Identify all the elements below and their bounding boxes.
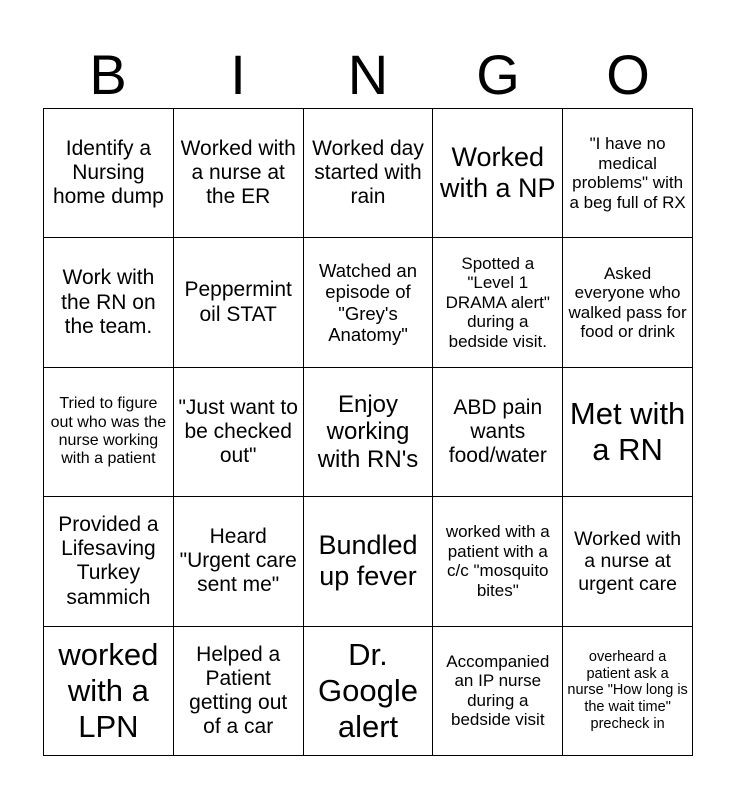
bingo-cell[interactable]: overheard a patient ask a nurse "How long is the wait time" precheck in bbox=[563, 627, 693, 756]
bingo-cell[interactable]: Met with a RN bbox=[563, 368, 693, 497]
header-letter-b: B bbox=[89, 43, 127, 106]
bingo-cell[interactable]: ABD pain wants food/water bbox=[433, 368, 563, 497]
bingo-cell[interactable]: Tried to figure out who was the nurse working with a patient bbox=[44, 368, 174, 497]
bingo-cell[interactable]: Bundled up fever bbox=[304, 497, 434, 626]
bingo-cell[interactable]: Worked with a NP bbox=[433, 109, 563, 238]
header-letter-g: G bbox=[476, 43, 520, 106]
bingo-cell[interactable]: "Just want to be checked out" bbox=[174, 368, 304, 497]
bingo-cell[interactable]: Work with the RN on the team. bbox=[44, 238, 174, 367]
bingo-cell[interactable]: Accompanied an IP nurse during a bedside visit bbox=[433, 627, 563, 756]
header-letter-o: O bbox=[606, 43, 650, 106]
bingo-cell[interactable]: Spotted a "Level 1 DRAMA alert" during a bedside visit. bbox=[433, 238, 563, 367]
bingo-cell[interactable]: Heard "Urgent care sent me" bbox=[174, 497, 304, 626]
bingo-cell[interactable]: Dr. Google alert bbox=[304, 627, 434, 756]
header-letter-i: I bbox=[230, 43, 246, 106]
bingo-cell[interactable]: Worked day started with rain bbox=[304, 109, 434, 238]
bingo-cell[interactable]: worked with a LPN bbox=[44, 627, 174, 756]
bingo-cell[interactable]: worked with a patient with a c/c "mosquito bites" bbox=[433, 497, 563, 626]
bingo-cell[interactable]: Asked everyone who walked pass for food or drink bbox=[563, 238, 693, 367]
bingo-cell[interactable]: Peppermint oil STAT bbox=[174, 238, 304, 367]
bingo-cell[interactable]: "I have no medical problems" with a beg full of RX bbox=[563, 109, 693, 238]
bingo-cell[interactable]: Identify a Nursing home dump bbox=[44, 109, 174, 238]
bingo-cell[interactable]: Helped a Patient getting out of a car bbox=[174, 627, 304, 756]
bingo-cell[interactable]: Worked with a nurse at the ER bbox=[174, 109, 304, 238]
bingo-cell[interactable]: Worked with a nurse at urgent care bbox=[563, 497, 693, 626]
bingo-cell[interactable]: Enjoy working with RN's bbox=[304, 368, 434, 497]
bingo-cell[interactable]: Watched an episode of "Grey's Anatomy" bbox=[304, 238, 434, 367]
bingo-cell[interactable]: Provided a Lifesaving Turkey sammich bbox=[44, 497, 174, 626]
bingo-header bbox=[43, 42, 693, 108]
bingo-grid bbox=[43, 108, 693, 756]
header-letter-n: N bbox=[347, 43, 389, 106]
